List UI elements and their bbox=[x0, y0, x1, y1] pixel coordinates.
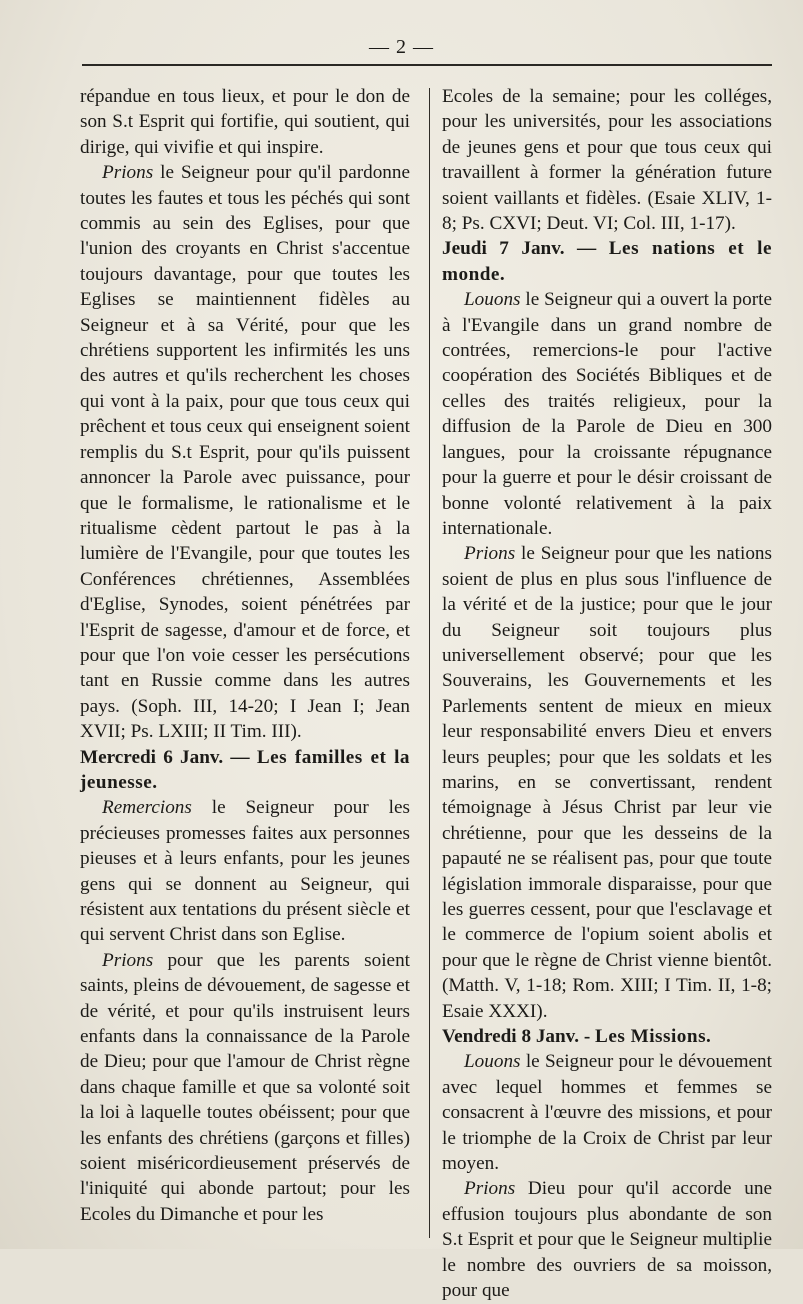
lead-word: Prions bbox=[102, 162, 154, 184]
section-heading bbox=[442, 236, 772, 287]
paragraph bbox=[442, 1176, 772, 1303]
lead-word: Prions bbox=[102, 949, 154, 971]
header-rule bbox=[82, 64, 772, 66]
column-divider bbox=[429, 88, 430, 1238]
section-heading bbox=[80, 745, 410, 796]
paragraph-text: Dieu pour qu'il accorde une effusion toujours plus abondante de son S.t Esprit et pour que le Seigneur multiplie le nombre des ouvriers de sa moisson, pour que bbox=[442, 1178, 772, 1302]
paragraph-text: le Seigneur pour qu'il pardonne toutes les fautes et tous les péchés qui sont commis au sein des Eglises, pour que l'union des croyants en Christ s'accentue toujours davantage, pour que toutes les Eglises se maintiennent fidèles au Seigneur et à sa Vérité, pour que les chrétiens supportent les infirmités les uns des autres et qu'ils recherchent les choses qui vont à la paix, pour que tous ceux qui prêchent et tous ceux qui enseignent soient remplis du S.t Esprit, pour qu'ils puissent annoncer la Parole avec puissance, pour que le formalisme, le rationalisme et le ritualisme cèdent partout le pas à la lumière de l'Evangile, pour que toutes les Conférences chrétiennes, Assemblées d'Eglise, Synodes, soient pénétrées par l'Esprit de sagesse, d'amour et de force, et pour que l'on voie cesser les persécutions tant en Russie comme dans les autres pays. (Soph. III, 14-20; I Jean I; Jean XVII; Ps. LXIII; II Tim. III). bbox=[80, 162, 410, 743]
paragraph: Ecoles de la semaine; pour les colléges, pour les universités, pour les associations de jeunes gens et pour que tous ceux qui travaillent à former la génération future soient vaillants et fidèles. (Esaie XLIV, 1-8; Ps. CXVI; Deut. VI; Col. III, 1-17). bbox=[442, 86, 772, 235]
paragraph-text: le Seigneur pour que les nations soient de plus en plus sous l'influence de la vérité et de la justice; pour que le jour du Seigneur soit toujours plus universellement observé; pour que les Souverains, les Gouvernements et les Parlements sentent de mieux en mieux leur responsabilité envers Dieu et envers leurs peuples; pour que les soldats et les marins, en se convertissant, rendent témoignage à Jésus Christ par leur vie chrétienne, pour que les desseins de la papauté ne se réalisent pas, pour que toute législation immorale disparaisse, pour que les guerres cessent, pour que l'esclavage et le commerce de l'opium soient abolis et pour que le règne de Christ vienne bientôt. (Matth. V, 1-18; Rom. XIII; I Tim. II, 1-8; Esaie XXXI). bbox=[442, 543, 772, 1022]
paragraph: répandue en tous lieux, et pour le don de son S.t Esprit qui fortifie, qui soutient, qui dirige, qui vivifie et qui inspire. bbox=[80, 86, 410, 158]
heading-date: Mercredi 6 Janv. — bbox=[80, 746, 250, 768]
lead-word: Louons bbox=[464, 1051, 521, 1073]
lead-word: Prions bbox=[464, 1178, 516, 1200]
paragraph-text: pour que les parents soient saints, pleins de dévouement, de sagesse et de vérité, et pour qu'ils instruisent leurs enfants dans la connaissance de la Parole de Dieu; pour que l'amour de Christ règne dans chaque famille et que sa volonté soit la loi à laquelle toutes obéissent; pour que les enfants des chrétiens (garçons et filles) soient miséricordieusement préservés de l'iniquité qui abonde partout; pour les Ecoles du Dimanche et pour les bbox=[80, 949, 410, 1225]
paragraph-text: le Seigneur pour le dévouement avec lequel hommes et femmes se consacrent à l'œuvre des missions, et pour le triomphe de la Croix de Christ par leur moyen. bbox=[442, 1051, 772, 1175]
heading-subject: Les Missions. bbox=[595, 1026, 712, 1048]
heading-date: Vendredi 8 Janv. - bbox=[442, 1026, 591, 1048]
lead-word: Remercions bbox=[102, 797, 192, 819]
lead-word: Louons bbox=[464, 289, 521, 311]
heading-subject: Les nations et le monde. bbox=[442, 238, 772, 285]
right-column bbox=[442, 84, 772, 1304]
paragraph bbox=[442, 1049, 772, 1176]
heading-date: Jeudi 7 Janv. — bbox=[442, 238, 597, 260]
paragraph bbox=[442, 287, 772, 541]
section-heading bbox=[442, 1024, 772, 1049]
paragraph bbox=[442, 541, 772, 1024]
paragraph bbox=[80, 160, 410, 744]
paragraph-text: le Seigneur pour les précieuses promesses faites aux personnes pieuses et à leurs enfants, pour les jeunes gens qui se donnent au Seigneur, qui résistent aux tentations du présent siècle et qui servent Christ dans son Eglise. bbox=[80, 797, 410, 946]
paragraph-text: le Seigneur qui a ouvert la porte à l'Evangile dans un grand nombre de contrées, remercions-le pour l'active coopération des Sociétés Bibliques et de celles des traités religieux, pour la diffusion de la Parole de Dieu en 300 langues, pour la croissante répugnance pour la guerre et pour le désir croissant de bonne volonté relativement à la paix internationale. bbox=[442, 289, 772, 539]
left-column bbox=[80, 84, 410, 1227]
page-number: — 2 — bbox=[369, 36, 434, 58]
paragraph bbox=[80, 948, 410, 1227]
lead-word: Prions bbox=[464, 543, 516, 565]
paragraph bbox=[80, 795, 410, 947]
heading-subject: Les familles et la jeunesse. bbox=[80, 746, 411, 793]
